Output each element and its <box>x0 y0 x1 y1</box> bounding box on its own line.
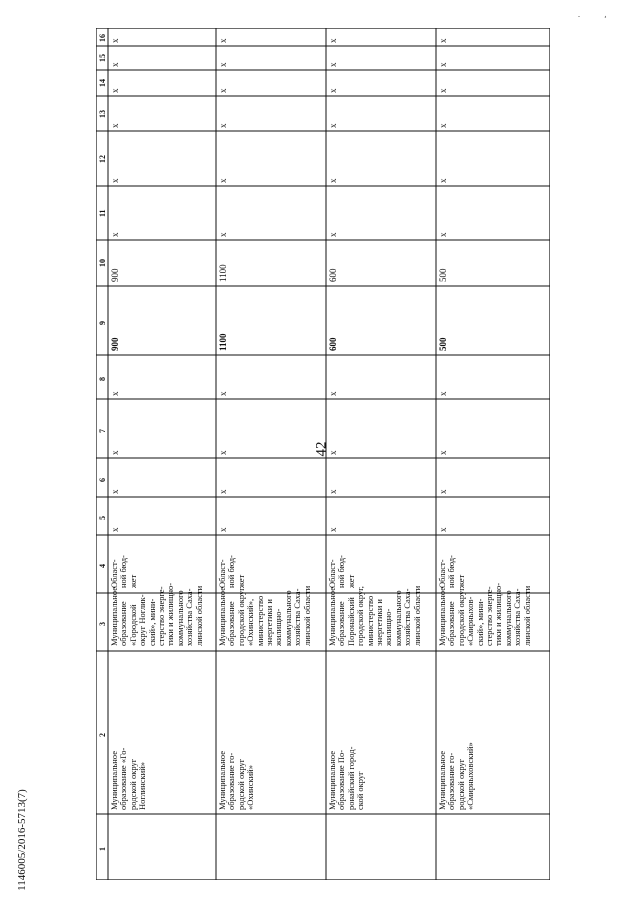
row-mark: x <box>438 88 448 93</box>
column-number: 7 <box>98 428 107 433</box>
row-value-col9: 500 <box>438 337 448 351</box>
row-value-col9: 600 <box>328 337 338 351</box>
row-mark: x <box>328 489 338 494</box>
column-number: 14 <box>98 79 107 87</box>
row-territory: Муниципальное образование го- родской округ «Смирныховский» <box>437 742 476 810</box>
column-number: 5 <box>98 516 107 520</box>
row-executor: Муниципальное образование Поронайский городской округ, министерство энергетики и жилищно- коммунального хозяйства Саха- линской области <box>327 585 422 646</box>
row-mark: x <box>328 450 338 455</box>
row-mark: x <box>438 450 448 455</box>
row-value-col9: 900 <box>110 337 120 351</box>
row-mark: x <box>218 391 228 396</box>
document-code: 1146005/2016-5713(7) <box>16 789 28 891</box>
column-number: 12 <box>98 154 107 163</box>
row-mark: x <box>110 123 120 128</box>
row-mark: x <box>328 62 338 67</box>
row-mark: x <box>110 232 120 237</box>
row-mark: x <box>218 178 228 183</box>
row-executor: Муниципальное образование городской округ «Охинский», министерство энергетики и жилищно- коммунального хозяйства Саха- линской области <box>217 585 312 646</box>
page-number: 42 <box>313 441 330 457</box>
row-mark: x <box>218 62 228 67</box>
row-mark: x <box>218 38 228 43</box>
row-executor: Муниципальное образование городской округ «Смирныхов- ский», мини- стерство энерге- тики и жилищно- коммунального хозяйства Саха- линской области <box>437 582 532 646</box>
row-mark: x <box>218 88 228 93</box>
row-mark: x <box>438 62 448 67</box>
corner-mark: ¸ <box>604 9 607 18</box>
row-mark: x <box>328 38 338 43</box>
row-funding-source: Област- ной бюд- жет <box>437 555 466 588</box>
row-mark: x <box>328 391 338 396</box>
row-mark: x <box>110 62 120 67</box>
row-mark: x <box>438 391 448 396</box>
row-mark: x <box>328 232 338 237</box>
row-mark: x <box>110 38 120 43</box>
row-mark: x <box>110 527 120 532</box>
column-number: 15 <box>98 54 107 62</box>
row-mark: x <box>438 527 448 532</box>
row-mark: x <box>218 527 228 532</box>
column-number: 2 <box>98 732 107 737</box>
table-grid <box>96 28 550 880</box>
row-mark: x <box>438 232 448 237</box>
row-mark: x <box>110 88 120 93</box>
corner-mark: . <box>578 10 580 19</box>
rotated-table <box>96 28 550 880</box>
row-mark: x <box>438 489 448 494</box>
row-mark: x <box>328 88 338 93</box>
column-number: 11 <box>98 209 107 217</box>
row-value-col10: 1100 <box>218 264 228 282</box>
column-number: 3 <box>98 622 107 626</box>
row-funding-source: Област- ной бюд- жет <box>109 555 138 588</box>
row-executor: Муниципальное образование «Городской округ Ноглик- ский», мини- стерство энерге- тики и жилищно- коммунального хозяйства Саха- линской области <box>109 582 204 646</box>
row-mark: x <box>218 450 228 455</box>
column-number: 13 <box>98 109 107 118</box>
row-territory: Муниципальное образование «Го- родской округ Ноглинский» <box>109 747 148 810</box>
row-territory: Муниципальное образование го- родской округ «Охинский» <box>217 751 256 810</box>
row-mark: x <box>110 391 120 396</box>
row-mark: x <box>218 489 228 494</box>
column-number: 4 <box>98 564 107 568</box>
row-funding-source: Област- ной бюд- жет <box>217 555 246 588</box>
row-mark: x <box>110 178 120 183</box>
row-mark: x <box>438 123 448 128</box>
row-value-col10: 500 <box>438 268 448 282</box>
row-mark: x <box>328 123 338 128</box>
column-number: 8 <box>98 377 107 381</box>
row-mark: x <box>218 123 228 128</box>
row-value-col9: 1100 <box>218 333 228 351</box>
row-territory: Муниципальное образование По- ронайский город- ской округ <box>327 746 366 810</box>
row-funding-source: Област- ной бюд- жет <box>327 555 356 588</box>
row-mark: x <box>110 450 120 455</box>
row-mark: x <box>328 178 338 183</box>
row-mark: x <box>438 38 448 43</box>
column-number: 9 <box>98 320 107 325</box>
row-value-col10: 600 <box>328 268 338 282</box>
row-value-col10: 900 <box>110 268 120 282</box>
row-mark: x <box>438 178 448 183</box>
column-number: 6 <box>98 477 107 482</box>
column-number: 10 <box>98 259 107 267</box>
column-number: 1 <box>98 847 107 851</box>
row-mark: x <box>328 527 338 532</box>
column-number: 16 <box>98 34 107 42</box>
row-mark: x <box>218 232 228 237</box>
row-mark: x <box>110 489 120 494</box>
